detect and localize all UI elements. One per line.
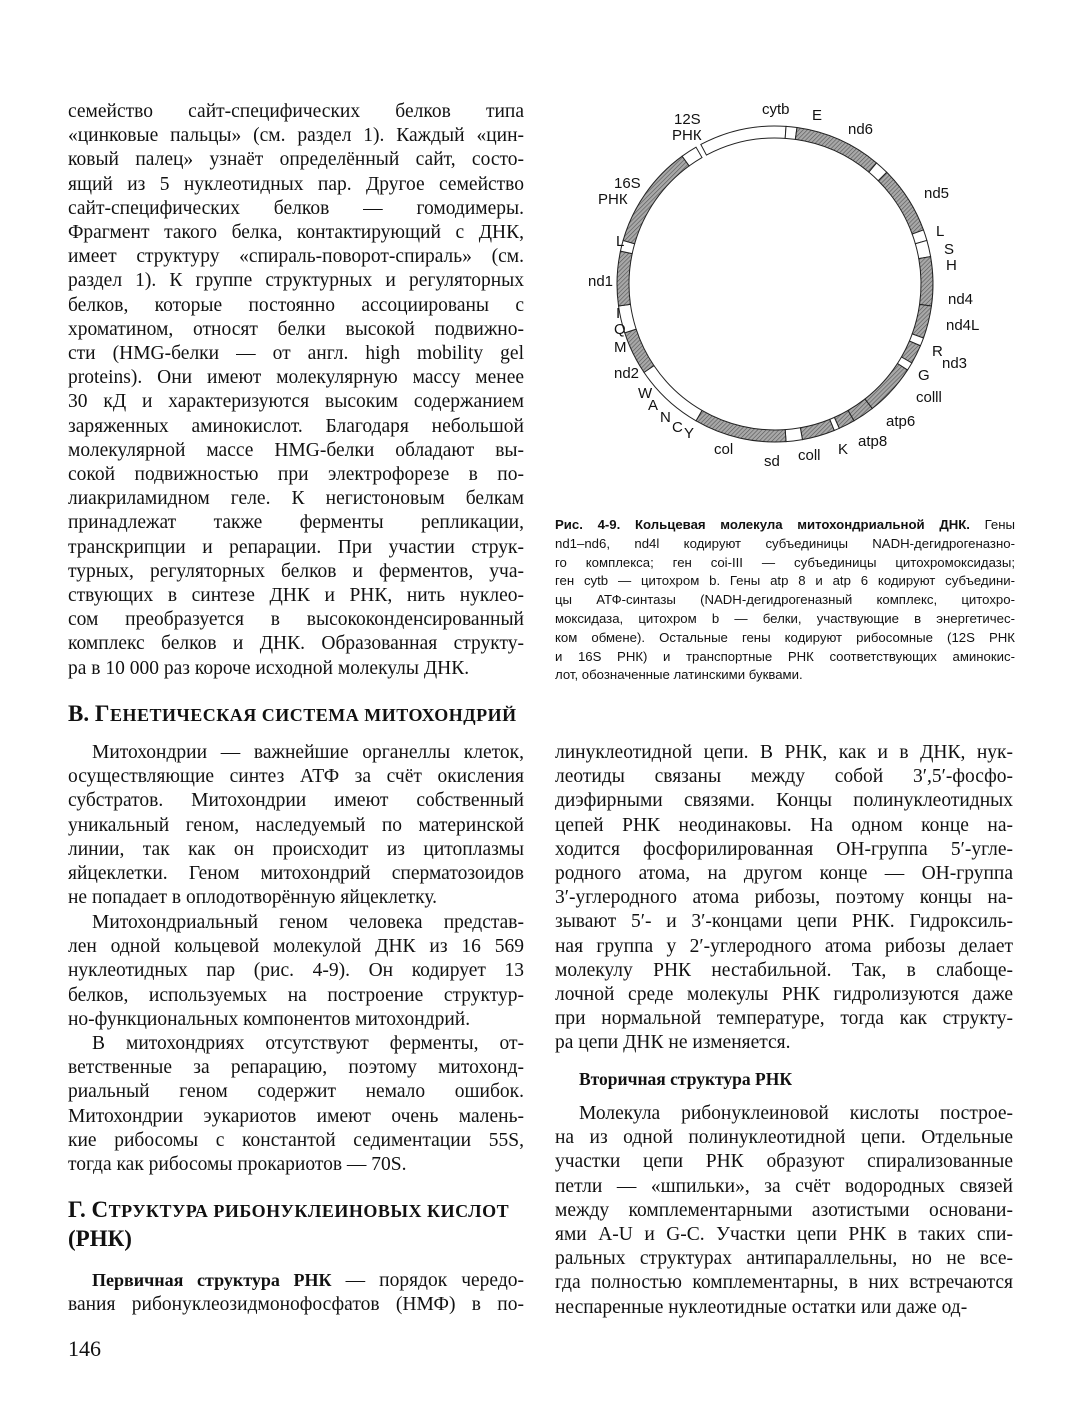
text-line: петли — «шпильки», за счёт водородных связей	[555, 1175, 1013, 1197]
caption-line: ком обмене). Остальные гены кодируют рибосомные (12S РНК	[555, 629, 1015, 645]
label-g: G	[918, 367, 930, 384]
ring-segment	[878, 172, 923, 234]
right-paragraph-2	[555, 1102, 1013, 1320]
heading-letter: Г.	[68, 1197, 86, 1222]
label-nd3: nd3	[942, 355, 968, 372]
text-line: Молекула рибонуклеиновой кислоты построе-	[579, 1103, 1013, 1124]
bold-lead: Первичная структура РНК	[92, 1270, 332, 1290]
caption-line: и 16S РНК) и транспортные РНК соответствующих аминокис-	[555, 648, 1015, 664]
ring-segment	[915, 240, 930, 258]
label-nd2: nd2	[614, 365, 640, 382]
label-h: H	[946, 257, 957, 274]
caption-text: Гены	[969, 517, 1015, 532]
label-w: W	[638, 385, 653, 402]
text-line: линии, так как он происходит из цитоплазмы	[68, 838, 524, 860]
text-line: вания рибонуклеозидмонофосфатов (НМФ) в по-	[68, 1294, 524, 1316]
text-line: «цинковые пальцы» (см. раздел 1). Каждый «цин-	[68, 125, 524, 147]
text-line: принадлежат также ферменты репликации,	[68, 512, 524, 534]
page-number: 146	[68, 1336, 101, 1361]
label-a: A	[648, 397, 659, 414]
caption-line: nd1–nd6, nd4l кодируют субъединицы NADH-дегидрогеназно-	[555, 535, 1015, 551]
text-line: имеет структуру «спираль-поворот-спираль» (см.	[68, 246, 524, 268]
label-sd: sd	[764, 453, 780, 470]
text-line: диэфирными связями. Концы полинуклеотидных	[555, 790, 1013, 812]
caption-title: Рис. 4-9. Кольцевая молекула митохондриальной ДНК.	[555, 517, 970, 532]
text-line: транскрипции и репарации. При участии струк-	[68, 536, 524, 558]
text-line: лен одной кольцевой молекулой ДНК из 16 569	[68, 936, 524, 958]
text-line: нуклеотидных пар (рис. 4-9). Он кодирует 13	[68, 960, 524, 982]
text-line: но-функциональных компонентов митохондрий.	[68, 1008, 471, 1030]
text-line: ральных структурах антипараллельны, но не все-	[555, 1248, 1013, 1270]
text-line: хроматином, относят белки высокой подвижно-	[68, 318, 524, 340]
label-n: N	[660, 409, 671, 426]
section-v-paragraph-3	[68, 1032, 524, 1177]
text-line: ствующих в синтезе ДНК и РНК, нить нуклео-	[68, 585, 524, 607]
text-line: ра цепи ДНК не изменяется.	[555, 1032, 791, 1054]
ring-segment	[701, 126, 786, 155]
subheading: Вторичная структура РНК	[579, 1069, 793, 1089]
text-line: на из одной полинуклеотидной цепи. Отдельные	[555, 1127, 1013, 1149]
text-line: не попадает в оплодотворённую яйцеклетку.	[68, 887, 438, 909]
section-v-paragraph-2	[68, 911, 524, 1032]
label-q: Q	[614, 321, 626, 338]
text-line: белков, используемых на построение структур-	[68, 984, 524, 1006]
right-subheading	[555, 1069, 1013, 1090]
text-line: между комплементарными азотистыми основани-	[555, 1199, 1013, 1221]
ring-segment	[696, 410, 786, 442]
text-line: сти (HMG-белки — от англ. high mobility gel	[68, 343, 524, 365]
text-line: кие рибосомы с константой седиментации 55S,	[68, 1129, 524, 1151]
text-line: ходится фосфорилированная ОН-группа 5′-угле-	[555, 838, 1013, 860]
text-line: гда полностью комплементарны, в них встречаются	[555, 1272, 1013, 1294]
section-g-heading	[68, 1196, 524, 1253]
right-paragraph-1	[555, 741, 1013, 1056]
label-atp8: atp8	[858, 433, 888, 450]
text-line: турных, регуляторных белков и ферментов, уча-	[68, 560, 524, 582]
text: — порядок чередо-	[331, 1270, 524, 1291]
text-line: Митохондрии — важнейшие органеллы клеток,	[92, 742, 524, 763]
text-line: ная группа у 2′-углеродного атома рибозы делает	[555, 935, 1013, 957]
label-k: K	[838, 441, 849, 458]
ring-segment	[919, 257, 933, 306]
text-line: родного атома, на другом конце — ОН-группа	[555, 863, 1013, 885]
label-atp6: atp6	[886, 413, 916, 430]
label-c: C	[672, 419, 683, 436]
label-l-right: L	[936, 223, 945, 240]
label-16s: 16S	[614, 175, 641, 192]
caption-line: моксидаза, цитохром b — белки, участвующие в энергетичес-	[555, 610, 1015, 626]
text-line: тогда как рибосомы прокариотов — 70S.	[68, 1154, 407, 1176]
text-line: раздел 1). К группе структурных и регуляторных	[68, 270, 524, 292]
text-line: ветственные за репарацию, поэтому митохонд-	[68, 1057, 524, 1079]
ring-segment	[617, 251, 632, 306]
label-nd1: nd1	[588, 273, 614, 290]
label-r: R	[932, 343, 943, 360]
text-line: ящий из 5 нуклеотидных пар. Другое семейство	[68, 173, 524, 195]
text-line: яйцеклетки. Геном митохондрий сперматозоидов	[68, 863, 524, 885]
ring-segment	[785, 428, 802, 442]
text-line: ра в 10 000 раз короче исходной молекулы ДНК.	[68, 657, 470, 679]
ring-segment	[623, 156, 689, 244]
label-l-left: L	[616, 233, 625, 250]
label-col: col	[714, 441, 734, 458]
text-line: молекулу РНК нестабильной. Так, в слабоще-	[555, 959, 1013, 981]
section-g-paragraph-1	[68, 1268, 524, 1317]
text-line: уникальный геном, наследуемый по материнской	[68, 814, 524, 836]
text-line: участки цепи РНК образуют спирализованные	[555, 1151, 1013, 1173]
label-coll: coll	[798, 447, 821, 464]
label-s: S	[944, 241, 955, 258]
text-line: Митохондриальный геном человека представ-	[92, 912, 524, 933]
text-line: 3′-углеродного атома рибозы, поэтому концы на-	[555, 887, 1013, 909]
label-cytb: cytb	[762, 101, 790, 118]
text-line: Митохондрии эукариотов имеют очень малень-	[68, 1105, 524, 1127]
caption-line: го комплекса; ген coi-III — субъединицы цитохромоксидазы;	[555, 554, 1015, 570]
label-i: I	[616, 305, 621, 322]
label-12s: 12S	[674, 111, 701, 128]
text-line: лиакриламидном геле. К негистоновым белкам	[68, 488, 524, 510]
text-line: ковый палец» узнаёт определённый сайт, состо-	[68, 149, 524, 171]
heading-title: ГЕНЕТИЧЕСКАЯ СИСТЕМА МИТОХОНДРИЙ	[94, 701, 517, 726]
label-nd4: nd4	[948, 291, 974, 308]
ring-segment	[912, 304, 931, 338]
text-line: комплекс белков и ДНК. Образованная структу-	[68, 633, 524, 655]
mtdna-figure	[580, 98, 1000, 498]
text-line: сокой подвижностью при электрофорезе в по-	[68, 464, 524, 486]
section-v-paragraph-1	[68, 741, 524, 910]
caption-line: цы АТФ-синтазы (NADH-дегидрогеназный комплекс, цитохро-	[555, 592, 1015, 608]
text-line: семейство сайт-специфических белков типа	[68, 101, 524, 122]
label-y: Y	[684, 425, 695, 442]
dna-ring	[617, 126, 933, 442]
label-rnk-12s: РНК	[672, 127, 702, 144]
left-top-paragraph	[68, 100, 524, 681]
text-line: леотиды связаны между собой 3′,5′-фосфо-	[555, 766, 1013, 788]
text-line: В митохондриях отсутствуют ферменты, от-	[92, 1033, 524, 1054]
caption-line: ген cytb — цитохром b. Гены atp 8 и atp 6 кодируют субъедини-	[555, 573, 1015, 589]
text-line: осуществляющие синтез АТФ за счёт окисления	[68, 766, 524, 788]
caption-line: лот, обозначенные латинскими буквами.	[555, 667, 803, 683]
text-line: субстратов. Митохондрии имеют собственный	[68, 790, 524, 812]
mtdna-ring-diagram	[580, 98, 1000, 498]
text-line: proteins). Они имеют молекулярную массу менее	[68, 367, 524, 389]
text-line: 30 кД и характеризуются высоким содержанием	[68, 391, 524, 413]
text-line: линуклеотидной цепи. В РНК, как и в ДНК, нук-	[555, 742, 1013, 763]
text-line: Фрагмент такого белка, контактирующий с ДНК,	[68, 222, 524, 244]
heading-title-line2: (РНК)	[68, 1226, 132, 1251]
text-line: риальный геном содержит немало ошибок.	[68, 1081, 524, 1103]
section-v-heading	[68, 700, 524, 729]
heading-title-line1: СТРУКТУРА РИБОНУКЛЕИНОВЫХ КИСЛОТ	[91, 1197, 510, 1222]
text-line: зывают 5′- и 3′-концами цепи РНК. Гидроксиль-	[555, 911, 1013, 933]
text-line: при нормальной температуре, тогда как структу-	[555, 1008, 1013, 1030]
caption-line	[555, 516, 1015, 535]
text-line: молекулярной массе HMG-белки обладают вы-	[68, 439, 524, 461]
text-line: лочной среде молекулы РНК гидролизуются даже	[555, 984, 1013, 1006]
text-line: цепей РНК неодинаковы. На одном конце на-	[555, 814, 1013, 836]
text-line: неспаренные нуклеотидные остатки или даже од-	[555, 1296, 968, 1318]
text-line: сайт-специфических белков — гомодимеры.	[68, 197, 524, 219]
text-line: ями A-U и G-C. Участки цепи РНК в таких спи-	[555, 1224, 1013, 1246]
label-e: E	[812, 107, 823, 124]
text-line: сом преобразуется в высококонденсированный	[68, 609, 524, 631]
ring-segment	[865, 364, 908, 409]
figure-caption	[555, 516, 1015, 685]
label-colll: colll	[916, 389, 942, 406]
ring-segment	[800, 419, 834, 439]
label-nd5: nd5	[924, 185, 950, 202]
label-rnk-16s: РНК	[598, 191, 628, 208]
text-line: белков, которые постоянно ассоциированы с	[68, 294, 524, 316]
label-m: M	[614, 339, 627, 356]
label-nd6: nd6	[848, 121, 874, 138]
heading-letter: В.	[68, 701, 90, 726]
label-nd4l: nd4L	[946, 317, 980, 334]
text-line: заряженных аминокислот. Благодаря небольшой	[68, 415, 524, 437]
